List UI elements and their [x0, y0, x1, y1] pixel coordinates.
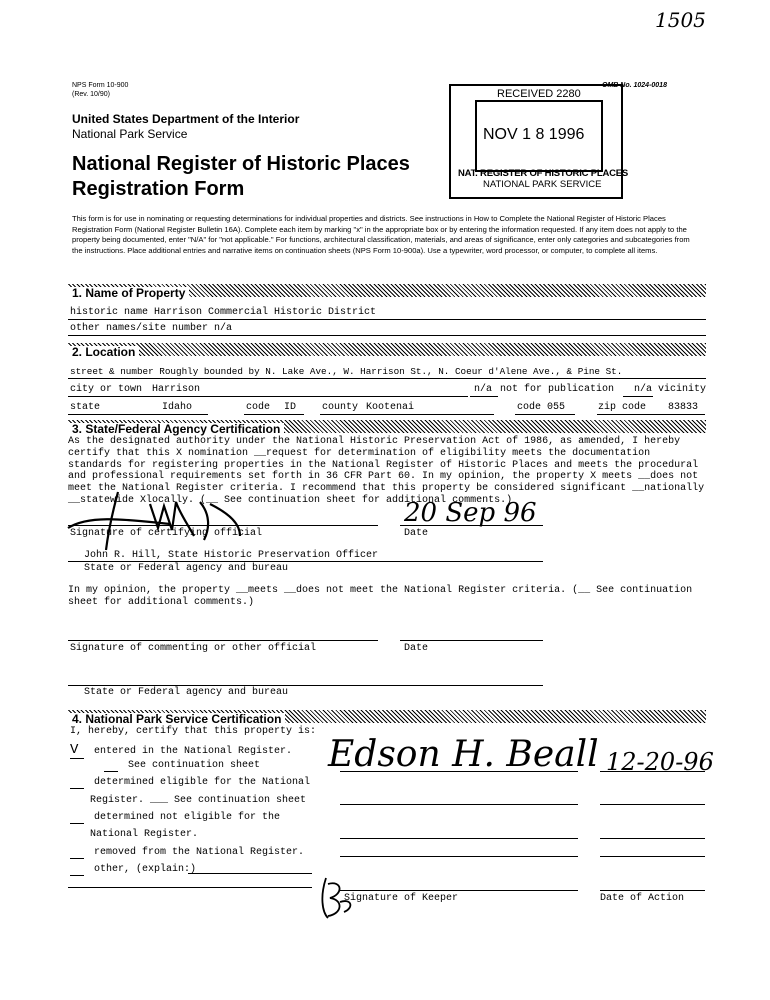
section2-heading: 2. Location — [68, 346, 139, 359]
not-for-publication-label: not for publication — [500, 384, 615, 395]
not-for-publication-value: n/a — [474, 384, 493, 395]
zip-label: zip code — [598, 402, 647, 413]
check-label: determined not eligible for the — [94, 812, 281, 823]
service: National Park Service — [72, 127, 188, 141]
form-title-line1: National Register of Historic Places — [72, 153, 410, 175]
omb-number: OMB No. 1024-0018 — [602, 82, 667, 89]
section1-heading: 1. Name of Property — [68, 287, 189, 300]
section3-band — [68, 420, 706, 436]
action-date-label: Date of Action — [600, 893, 685, 904]
check-mark: V — [70, 742, 84, 759]
county-code: code 055 — [517, 402, 566, 413]
section3-heading: 3. State/Federal Agency Certification — [68, 423, 284, 436]
instructions: This form is for use in nominating or requesting determinations for individual properties and districts. See instructions in How to Complete the National Register of Historic Places Registration Form (National Register Bulletin 16A). Complete each item by marking "x" in the appropriate box or by entering the information requested. If any item does not apply to the property being documented, enter "N/A" for "not applicable." For functions, architectural classification, materials, and areas of significance, enter only categories and subcategories from the instructions. Place additional entries and narrative items on continuation sheets (NPS Form 10-900a). Use a typewriter, word processor, or computer, to complete all items. — [72, 214, 690, 255]
stamp-line1: NAT. REGISTER OF HISTORIC PLACES — [458, 168, 629, 179]
keeper-signature-label: Signature of Keeper — [344, 893, 459, 904]
city-label: city or town — [70, 384, 143, 395]
department: United States Department of the Interior — [72, 112, 300, 126]
check-eligible — [70, 777, 310, 789]
check-continuation-1 — [104, 760, 260, 772]
code-value: ID — [284, 402, 297, 413]
stamp-received: RECEIVED 2280 — [497, 88, 581, 100]
county-value: Kootenai — [366, 402, 415, 413]
check-eligible-cont — [90, 795, 306, 806]
zip-value: 83833 — [668, 402, 699, 413]
historic-name: historic name Harrison Commercial Historic District — [70, 307, 377, 318]
section4-heading: 4. National Park Service Certification — [68, 713, 285, 726]
check-label: Register. ___ See continuation sheet — [90, 795, 307, 806]
check-removed — [70, 847, 304, 859]
certifying-signature-label: Signature of certifying official — [70, 528, 263, 539]
nps-intro: I, hereby, certify that this property is: — [70, 726, 317, 737]
check-label: determined eligible for the National — [94, 777, 311, 788]
state-label: state — [70, 402, 101, 413]
check-not-eligible-cont — [90, 829, 198, 840]
street-number: street & number Roughly bounded by N. Lake Ave., W. Harrison St., N. Coeur d'Alene Ave., & Pine St. — [70, 366, 623, 377]
city-value: Harrison — [152, 384, 201, 395]
code-label: code — [246, 402, 271, 413]
agency2-label: State or Federal agency and bureau — [84, 687, 289, 698]
section4-band — [68, 710, 706, 726]
certifying-signature — [60, 484, 263, 554]
agency-label: State or Federal agency and bureau — [84, 563, 289, 574]
action-date: 12-20-96 — [606, 748, 714, 776]
form-rev: (Rev. 10/90) — [72, 91, 110, 98]
section1-band — [68, 284, 706, 300]
check-other — [70, 864, 196, 876]
other-names: other names/site number n/a — [70, 323, 233, 334]
vicinity-label: vicinity — [658, 384, 707, 395]
keeper-signature: Edson H. Beall — [328, 734, 599, 775]
check-entered — [70, 742, 292, 759]
county-label: county — [322, 402, 359, 413]
opinion-text: In my opinion, the property __meets __does not meet the National Register criteria. (__ See continuation sheet for additional comments.) — [68, 585, 693, 608]
certifying-date: 20 Sep 96 — [404, 498, 537, 528]
check-label: removed from the National Register. — [94, 847, 305, 858]
corner-number: 1505 — [655, 8, 706, 32]
form-id: NPS Form 10-900 — [72, 82, 129, 89]
certifying-official: John R. Hill, State Historic Preservation Officer — [84, 550, 379, 561]
check-not-eligible — [70, 812, 280, 824]
certification-text: As the designated authority under the National Historic Preservation Act of 1986, as amended, I hereby certify that this X nomination __request for determination of eligibility meets the documentation standards for registering properties in the National Register of Historic Places and meets the procedural and professional requirements set forth in 36 CFR Part 60. In my opinion, the property X meets __does not meet the National Register criteria. I recommend that this property be considered significant __nationally __statewide Xlocally. (__ See continuation sheet for additional comments.) — [68, 436, 705, 506]
check-label: other, (explain:) — [94, 864, 197, 875]
commenting-date-label: Date — [404, 643, 429, 654]
state-value: Idaho — [162, 402, 193, 413]
stamp-line2: NATIONAL PARK SERVICE — [483, 179, 602, 190]
section2-band — [68, 343, 706, 359]
form-title-line2: Registration Form — [72, 178, 245, 200]
check-label: See continuation sheet — [128, 760, 261, 771]
certifying-date-label: Date — [404, 528, 429, 539]
check-label: entered in the National Register. — [94, 746, 293, 757]
vicinity-value: n/a — [634, 384, 653, 395]
check-label: National Register. — [90, 829, 199, 840]
stamp-date: NOV 1 8 1996 — [483, 126, 585, 143]
commenting-signature-label: Signature of commenting or other official — [70, 643, 317, 654]
